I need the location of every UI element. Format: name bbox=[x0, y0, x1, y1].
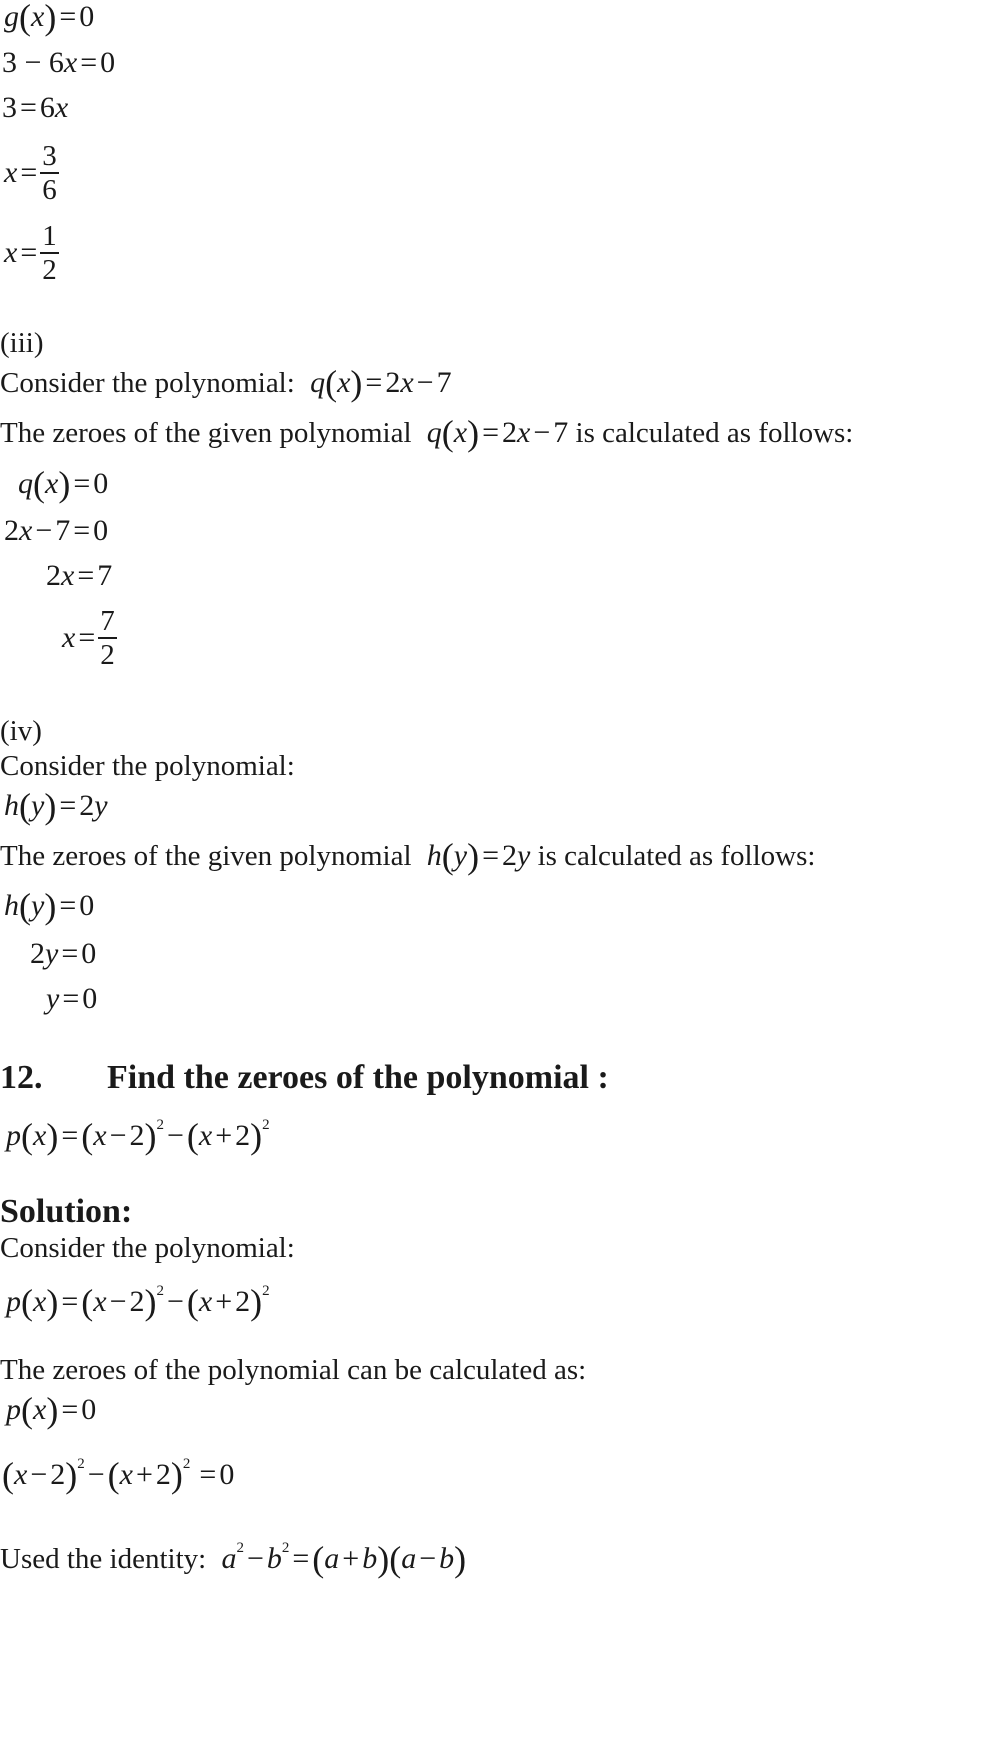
eq-p-x-equals-0: p(x) = 0 bbox=[6, 1390, 97, 1430]
solution-consider: Consider the polynomial: bbox=[0, 1232, 295, 1264]
eq-2y-equals-0: 2y = 0 bbox=[30, 937, 97, 970]
eq-3-minus-6x: 3 − 6x = 0 bbox=[2, 46, 116, 79]
eq-y-equals-0: y = 0 bbox=[46, 982, 98, 1015]
solution-identity-line: Used the identity: $a^2 - b^2 =(a + b)(a - b)$ bbox=[0, 1539, 467, 1579]
fraction-1-2: $\frac{1}{2}$ bbox=[42, 220, 57, 286]
fraction-3-6: $\frac{3}{6}$ bbox=[42, 140, 57, 206]
eq-x-equals-1-over-2: x = $\frac{1}{2}$ bbox=[4, 220, 57, 286]
eq-p-x-definition-2: $p(x) =(x - 2)^2 -(x + 2)^2$ bbox=[6, 1282, 270, 1322]
eq-3-equals-6x: 3 = 6x bbox=[2, 91, 69, 124]
eq-2x-equals-7: 2x = 7 bbox=[46, 559, 113, 592]
question-12-heading bbox=[0, 1058, 609, 1098]
question-title: Find the zeroes of the polynomial : bbox=[107, 1059, 609, 1096]
part-iv-zeroes-intro: The zeroes of the given polynomial h(y) = 2y is calculated as follows: bbox=[0, 836, 816, 876]
eq-p-x-definition: $p(x) =(x - 2)^2 -(x + 2)^2$ bbox=[6, 1116, 270, 1156]
part-iii-zeroes-intro: The zeroes of the given polynomial q(x) = 2x − 7 is calculated as follows: bbox=[0, 413, 854, 453]
eq-2x-minus-7: 2x − 7 = 0 bbox=[4, 514, 109, 547]
eq-q-x-equals-0: q(x) = 0 bbox=[18, 464, 109, 504]
eq-x-equals-7-over-2: x = $\frac{7}{2}$ bbox=[62, 605, 115, 671]
eq-x-equals-3-over-6: x = $\frac{3}{6}$ bbox=[4, 140, 57, 206]
eq-g-x-equals-0: g(x) = 0 bbox=[4, 0, 95, 37]
solution-heading: Solution: bbox=[0, 1193, 133, 1230]
question-number: 12. bbox=[0, 1059, 43, 1096]
eq-h-y-equals-0: h(y) = 0 bbox=[4, 886, 95, 926]
eq-h-y-equals-2y: h(y) = 2y bbox=[4, 786, 108, 826]
part-iv-label: (iv) bbox=[0, 715, 42, 747]
solution-zeroes-line: The zeroes of the polynomial can be calculated as: bbox=[0, 1354, 587, 1386]
part-iii-label: (iii) bbox=[0, 327, 44, 359]
eq-difference-equals-0: $(x - 2)^2 -(x + 2)^2 = 0$ bbox=[2, 1455, 235, 1495]
fraction-7-2: $\frac{7}{2}$ bbox=[100, 605, 115, 671]
part-iv-consider: Consider the polynomial: bbox=[0, 750, 295, 782]
part-iii-consider: Consider the polynomial: q(x) = 2x − 7 bbox=[0, 363, 452, 403]
